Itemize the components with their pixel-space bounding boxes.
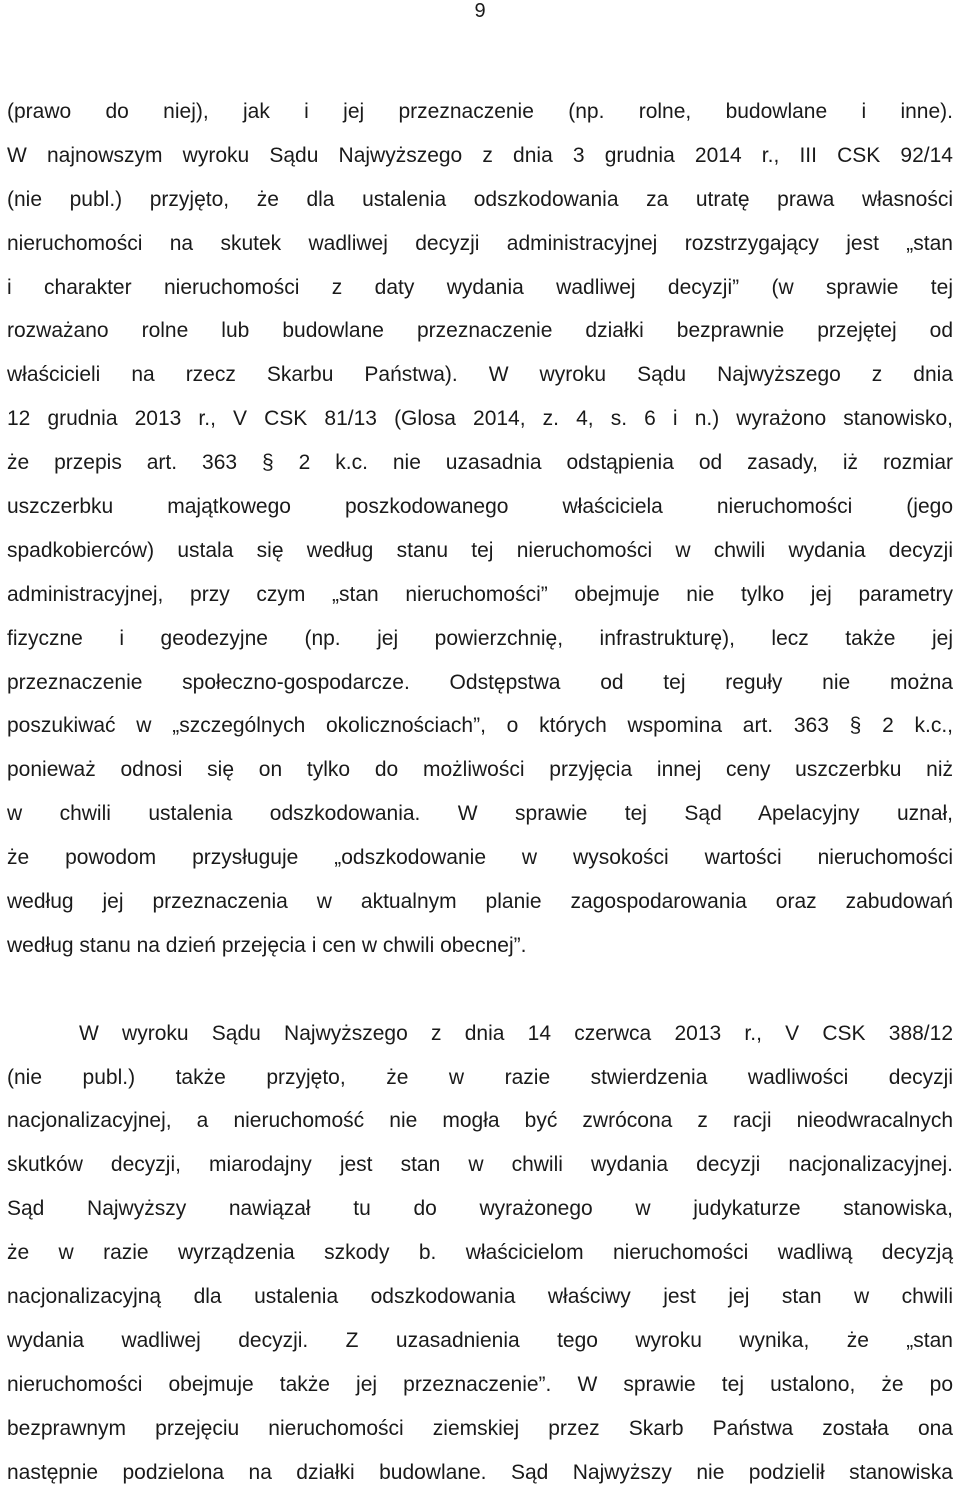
document-body [7, 90, 953, 1495]
text-line: że w razie wyrządzenia szkody b. właścicielom nieruchomości wadliwą decyzją [7, 1241, 953, 1265]
text-line: (prawo do niej), jak i jej przeznaczenie (np. rolne, budowlane i inne). [7, 100, 953, 123]
page-number: 9 [474, 0, 486, 22]
text-line: przeznaczenie społeczno-gospodarcze. Odstępstwa od tej reguły nie można [7, 670, 953, 694]
paragraph-spacer [7, 968, 953, 1012]
text-line: nieruchomości obejmuje także jej przeznaczenie”. W sprawie tej ustalono, że po [7, 1372, 953, 1396]
text-line: (nie publ.) przyjęto, że dla ustalenia odszkodowania za utratę prawa własności [7, 187, 953, 211]
paragraph-1 [7, 90, 953, 968]
text-line: nieruchomości na skutek wadliwej decyzji administracyjnej rozstrzygający jest „stan [7, 231, 953, 255]
text-line: 12 grudnia 2013 r., V CSK 81/13 (Glosa 2014, z. 4, s. 6 i n.) wyrażono stanowisko, [7, 407, 953, 431]
text-line: i charakter nieruchomości z daty wydania wadliwej decyzji” (w sprawie tej [7, 275, 953, 299]
text-line: następnie podzielona na działki budowlane. Sąd Najwyższy nie podzielił stanowiska [7, 1460, 953, 1484]
text-line: W najnowszym wyroku Sądu Najwyższego z dnia 3 grudnia 2014 r., III CSK 92/14 [7, 143, 953, 167]
text-line: nacjonalizacyjnej, a nieruchomość nie mogła być zwrócona z racji nieodwracalnych [7, 1109, 953, 1133]
text-line: fizyczne i geodezyjne (np. jej powierzchnię, infrastrukturę), lecz także jej [7, 626, 953, 650]
text-line: spadkobierców) ustala się według stanu tej nieruchomości w chwili wydania decyzji [7, 538, 953, 562]
text-line: skutków decyzji, miarodajny jest stan w chwili wydania decyzji nacjonalizacyjnej. [7, 1153, 953, 1177]
text-line: według jej przeznaczenia w aktualnym planie zagospodarowania oraz zabudowań [7, 890, 953, 914]
text-line: bezprawnym przejęciu nieruchomości ziemskiej przez Skarb Państwa została ona [7, 1416, 953, 1440]
text-line: według stanu na dzień przejęcia i cen w chwili obecnej”. [7, 933, 527, 957]
text-line: w chwili ustalenia odszkodowania. W sprawie tej Sąd Apelacyjny uznał, [7, 802, 953, 826]
text-line: że przepis art. 363 § 2 k.c. nie uzasadnia odstąpienia od zasady, iż rozmiar [7, 451, 953, 475]
text-line: (nie publ.) także przyjęto, że w razie stwierdzenia wadliwości decyzji [7, 1065, 953, 1089]
text-line: wydania wadliwej decyzji. Z uzasadnienia tego wyroku wynika, że „stan [7, 1328, 953, 1352]
text-line: W wyroku Sądu Najwyższego z dnia 14 czerwca 2013 r., V CSK 388/12 [79, 1021, 953, 1045]
text-line: poszukiwać w „szczególnych okolicznościach”, o których wspomina art. 363 § 2 k.c., [7, 714, 953, 738]
text-line: rozważano rolne lub budowlane przeznaczenie działki bezprawnie przejętej od [7, 319, 953, 343]
text-line: właścicieli na rzecz Skarbu Państwa). W wyroku Sądu Najwyższego z dnia [7, 363, 953, 387]
text-line: nacjonalizacyjną dla ustalenia odszkodowania właściwy jest jej stan w chwili [7, 1285, 953, 1309]
text-line: ponieważ odnosi się on tylko do możliwości przyjęcia innej ceny uszczerbku niż [7, 758, 953, 782]
paragraph-2 [7, 1012, 953, 1495]
text-line: że powodom przysługuje „odszkodowanie w wysokości wartości nieruchomości [7, 846, 953, 870]
text-line: administracyjnej, przy czym „stan nieruchomości” obejmuje nie tylko jej parametry [7, 582, 953, 606]
text-line: Sąd Najwyższy nawiązał tu do wyrażonego w judykaturze stanowiska, [7, 1197, 953, 1221]
text-line: uszczerbku majątkowego poszkodowanego właściciela nieruchomości (jego [7, 495, 953, 519]
